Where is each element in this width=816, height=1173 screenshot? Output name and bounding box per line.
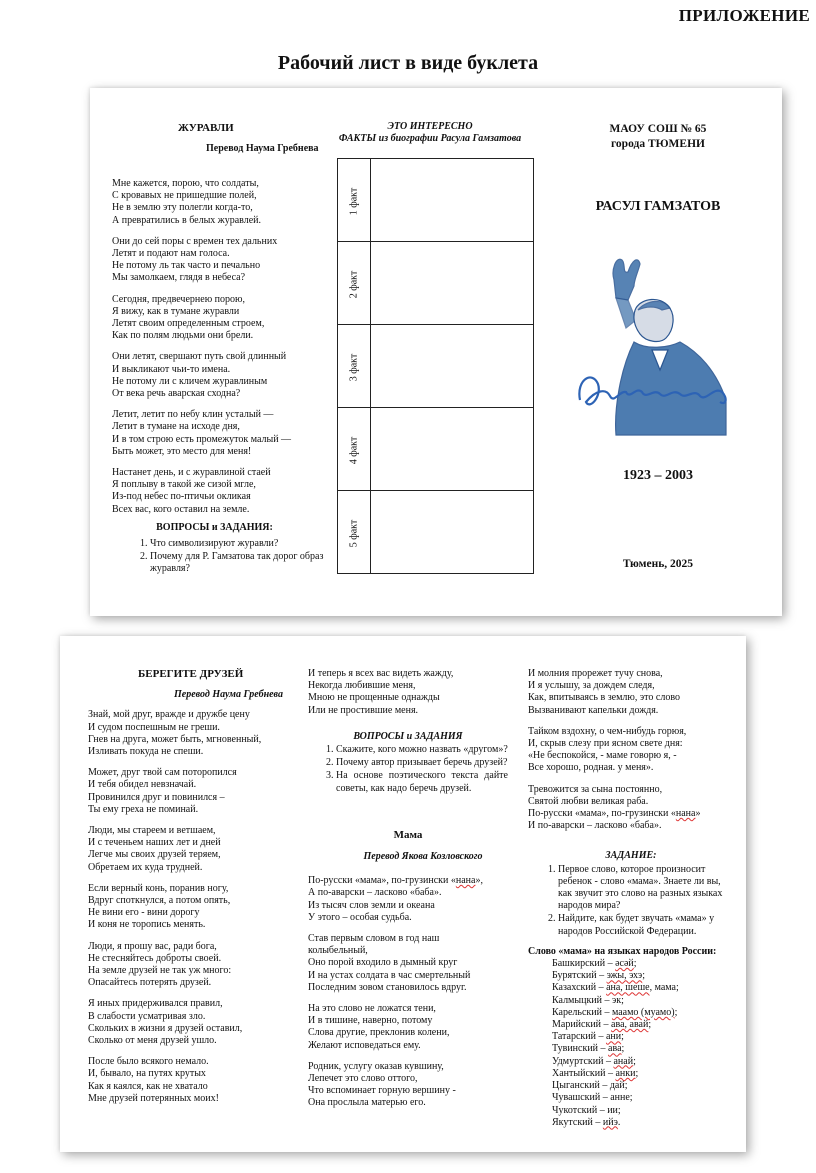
task-item: 1. Первое слово, которое произносит ребенок - слово «мама». Знаете ли вы, как звучит это слово на разных языках народов мира? [558, 864, 734, 913]
language-item [552, 995, 734, 1007]
fact-label: 4 факт [348, 436, 360, 465]
fact-answer-cell[interactable] [371, 491, 534, 574]
language-word: ани [605, 1031, 622, 1043]
fact-answer-cell[interactable] [371, 408, 534, 491]
appendix-label: ПРИЛОЖЕНИЕ [678, 6, 810, 25]
language-item [552, 970, 734, 982]
language-item [552, 1007, 734, 1019]
fact-row [338, 325, 534, 408]
stanza: Они до сей поры с времен тех дальних Летят и подают нам голоса. Не потому ль так часто и печально Мы замолкаем, глядя в небеса? [112, 235, 278, 284]
stanza: Может, друг твой сам поторопился И тебя обидел невзначай. Провинился друг и повинился – Ты ему греха не поминай. [88, 767, 237, 815]
languages-list [552, 958, 734, 1129]
fact-label-cell [338, 491, 371, 574]
line-text: » [695, 808, 701, 820]
poem-beregite-druzey [88, 668, 298, 1114]
language-item [552, 1031, 734, 1043]
language-name: Татарский – [552, 1031, 606, 1043]
portrait-icon [613, 259, 726, 435]
language-word: ава, авай [611, 1019, 649, 1031]
stanza: Знай, мой друг, вражде и дружбе цену И судом поспешным не греши. Гнев на друга, может быть, мгновенный, Изливать покуда не спеши. [88, 709, 262, 758]
facts-subtitle: ФАКТЫ из биографии Расула Гамзатова [338, 133, 522, 145]
questions-list [308, 744, 508, 795]
poem-zhuravli [172, 122, 347, 155]
stanza: Мне кажется, порою, что солдаты, С кровавых не пришедшие полей, Не в землю эту полегли когда-то, А превратились в белых журавлей. [112, 178, 262, 226]
poem-mama-translator: Перевод Якова Козловского [363, 851, 483, 863]
line-text: По-русски «мама», по-грузински « [308, 875, 456, 887]
line-text: Тревожится за сына постоянно, Святой любви великая раба. [528, 783, 663, 807]
stanza: Люди, мы стареем и ветшаем, И с теченьем наших лет и дней Легче мы своих друзей теряем, Обретаем их куда трудней. [88, 825, 221, 873]
line-text: И по-аварски – ласково «баба». [528, 820, 662, 832]
language-word: әсәй [615, 958, 634, 970]
languages-title: Слово «мама» на языках народов России: [528, 945, 717, 957]
question-item: 3. На основе поэтического текста дайте советы, как надо беречь друзей. [336, 770, 508, 794]
fact-answer-cell[interactable] [371, 242, 534, 325]
stanza: Настанет день, и с журавлиной стаей Я поплыву в такой же сизой мгле, Из-под небес по-птичьи окликая Всех вас, кого оставил на земле. [112, 467, 271, 515]
language-word: ийэ [602, 1116, 618, 1128]
booklet-sheet-inner [60, 636, 746, 1152]
line-text: По-русски «мама», по-грузински « [528, 808, 676, 820]
language-item [552, 958, 734, 970]
language-name: Тувинский – [552, 1043, 609, 1055]
language-word: анай [613, 1055, 634, 1067]
language-punct: ; [633, 1055, 636, 1067]
language-item [552, 1080, 734, 1092]
fact-label: 1 факт [348, 187, 360, 216]
language-name: Удмуртский – [552, 1055, 614, 1067]
language-word: маамо (муамо) [611, 1006, 675, 1018]
fact-row [338, 491, 534, 574]
stanza: Я иных придерживался правил, В слабости усматривая зло. Скольких в жизни я друзей оставил, Сколько от меня друзей ушло. [88, 998, 243, 1047]
fact-row [338, 408, 534, 491]
task-title: ЗАДАНИЕ: [605, 850, 657, 862]
facts-title: ЭТО ИНТЕРЕСНО [387, 121, 473, 132]
language-name: Чувашский – анне; [552, 1092, 633, 1104]
poem-stanzas [112, 178, 327, 577]
question-item: 1. Скажите, кого можно назвать «другом»? [336, 744, 508, 756]
school-city: города ТЮМЕНИ [611, 138, 705, 150]
language-word: анки [615, 1067, 636, 1079]
stanza: Став первым словом в год наш колыбельный, Оно порой входило в дымный круг И на устах солдата в час смертельный Последним зовом становилось вдруг. [308, 933, 471, 993]
language-punct: ; [642, 970, 645, 982]
question-item: 1. Что символизируют журавли? [150, 538, 327, 550]
stanza: Родник, услугу оказав кувшину, Лепечет это слово оттого, Что вспоминает горную вершину - Она прослыла матерью его. [308, 1060, 456, 1109]
language-word: эжы, эхэ [606, 970, 643, 982]
fact-label: 5 факт [348, 519, 360, 548]
booklet-sheet-outer [90, 88, 782, 616]
column-3 [528, 668, 734, 1129]
fact-answer-cell[interactable] [371, 325, 534, 408]
stanza: И теперь я всех вас видеть жажду, Некогда любившие меня, Мною не прощенные однажды Или не простившие меня. [308, 668, 454, 716]
language-name: Цыганский – дай; [552, 1080, 628, 1092]
language-punct: ; [633, 958, 637, 970]
task-list [528, 864, 734, 938]
language-punct: , мама; [649, 982, 679, 994]
poem-stanzas [88, 709, 298, 1105]
stanza: Летит, летит по небу клин усталый — Летит в тумане на исходе дня, И в том строю есть промежуток малый — Быть может, это место для меня! [112, 409, 292, 457]
fact-label-cell [338, 159, 371, 242]
questions-title: ВОПРОСЫ и ЗАДАНИЯ [353, 730, 463, 742]
cover-years: 1923 – 2003 [623, 468, 693, 483]
language-name: Казахский – [552, 982, 607, 994]
language-punct: . [617, 1116, 621, 1128]
facts-header [330, 121, 530, 145]
stanza: Люди, я прошу вас, ради бога, Не стесняйтесь доброты своей. На земле друзей не так уж много: Опасайтесь потерять друзей. [88, 940, 232, 989]
language-word: ава [608, 1043, 622, 1055]
language-item [552, 1092, 734, 1104]
stanza [528, 784, 734, 833]
poem-title: БЕРЕГИТЕ ДРУЗЕЙ [138, 668, 244, 680]
language-name: Якутский – [552, 1116, 603, 1128]
fact-answer-cell[interactable] [371, 159, 534, 242]
stanza: Сегодня, предвечернею порою, Я вижу, как в тумане журавли Летят своим определенным строем, Как по полям людьми они брели. [112, 293, 265, 342]
poem-mama-stanzas [308, 875, 508, 1109]
stanza [308, 875, 508, 924]
language-item [552, 1056, 734, 1068]
school-name: МАОУ СОШ № 65 [609, 123, 707, 135]
question-item: 2. Почему для Р. Гамзатова так дорог образ журавля? [150, 551, 327, 575]
language-name: Башкирский – [552, 958, 616, 970]
language-item [552, 982, 734, 994]
question-item: 2. Почему автор призывает беречь друзей? [336, 757, 508, 769]
language-punct: ; [648, 1019, 652, 1031]
poem-translator: Перевод Наума Гребнева [206, 143, 319, 155]
fact-row [338, 159, 534, 242]
stanza: На это слово не ложатся тени, И в тишине, наверно, потому Слова другие, преклонив колени, Желают исповедаться ему. [308, 1003, 450, 1051]
fact-label-cell [338, 242, 371, 325]
language-item [552, 1068, 734, 1080]
fact-label-cell [338, 325, 371, 408]
cover-city-year: Тюмень, 2025 [622, 558, 694, 570]
poem-title: ЖУРАВЛИ [178, 122, 234, 134]
poem-mama-title: Мама [393, 828, 423, 841]
underlined-word: нана [675, 808, 696, 820]
language-name: Чукотский – ии; [552, 1104, 621, 1116]
language-punct: ; [621, 1031, 624, 1043]
fact-label: 2 факт [348, 270, 360, 299]
language-item [552, 1043, 734, 1055]
language-item [552, 1105, 734, 1117]
portrait-drawing [576, 250, 746, 440]
questions-title: ВОПРОСЫ и ЗАДАНИЯ: [156, 521, 273, 533]
language-name: Марийский – [552, 1019, 612, 1031]
language-name: Карельский – [552, 1006, 612, 1018]
facts-table [337, 158, 534, 574]
page-title: Рабочий лист в виде буклета [277, 52, 539, 74]
language-item [552, 1019, 734, 1031]
language-name: Бурятский – [552, 970, 607, 982]
underlined-word: нана [455, 875, 476, 887]
fact-row [338, 242, 534, 325]
task-item: 2. Найдите, как будет звучать «мама» у народов Российской Федерации. [558, 913, 734, 937]
stanza: Они летят, свершают путь свой длинный И выкликают чьи-то имена. Не потому ли с кличем журавлиным От века речь аварская сходна? [112, 351, 287, 400]
language-punct: ; [674, 1006, 678, 1018]
questions-list [112, 538, 327, 576]
language-punct: ; [635, 1067, 639, 1079]
stanza: После было всякого немало. И, бывало, на путях крутых Как я каялся, как не хватало Мне друзей потерянных моих! [88, 1056, 219, 1104]
language-punct: ; [621, 1043, 625, 1055]
cover-author-name: РАСУЛ ГАМЗАТОВ [595, 199, 721, 214]
language-name: Калмыцкий – эк; [552, 994, 624, 1006]
stanza: Если верный конь, поранив ногу, Вдруг споткнулся, а потом опять, Не вини его - вини дорогу И коня не торопись менять. [88, 882, 231, 931]
cover-school [572, 122, 744, 152]
language-word: ана, шеше [606, 982, 650, 994]
language-item [552, 1117, 734, 1129]
fact-label-cell [338, 408, 371, 491]
fact-label: 3 факт [348, 353, 360, 382]
stanza: И молния прорежет тучу снова, И я услышу, за дождем следя, Как, впитываясь в землю, это слово Вызванивают капельки дождя. [528, 668, 680, 716]
column-2 [308, 668, 508, 1119]
line-text: А по-аварски – ласково «баба». Из тысяч слов земли и океана У этого – особая судьба. [308, 887, 442, 923]
language-name: Хантыйский – [552, 1067, 616, 1079]
poem-translator: Перевод Наума Гребнева [174, 689, 283, 701]
line-text: », [475, 875, 483, 887]
stanza: Тайком вздохну, о чем-нибудь горюя, И, скрыв слезу при ясном свете дня: «Не беспокойся, - маме говорю я, - Все хорошо, родная. у меня». [528, 725, 687, 774]
